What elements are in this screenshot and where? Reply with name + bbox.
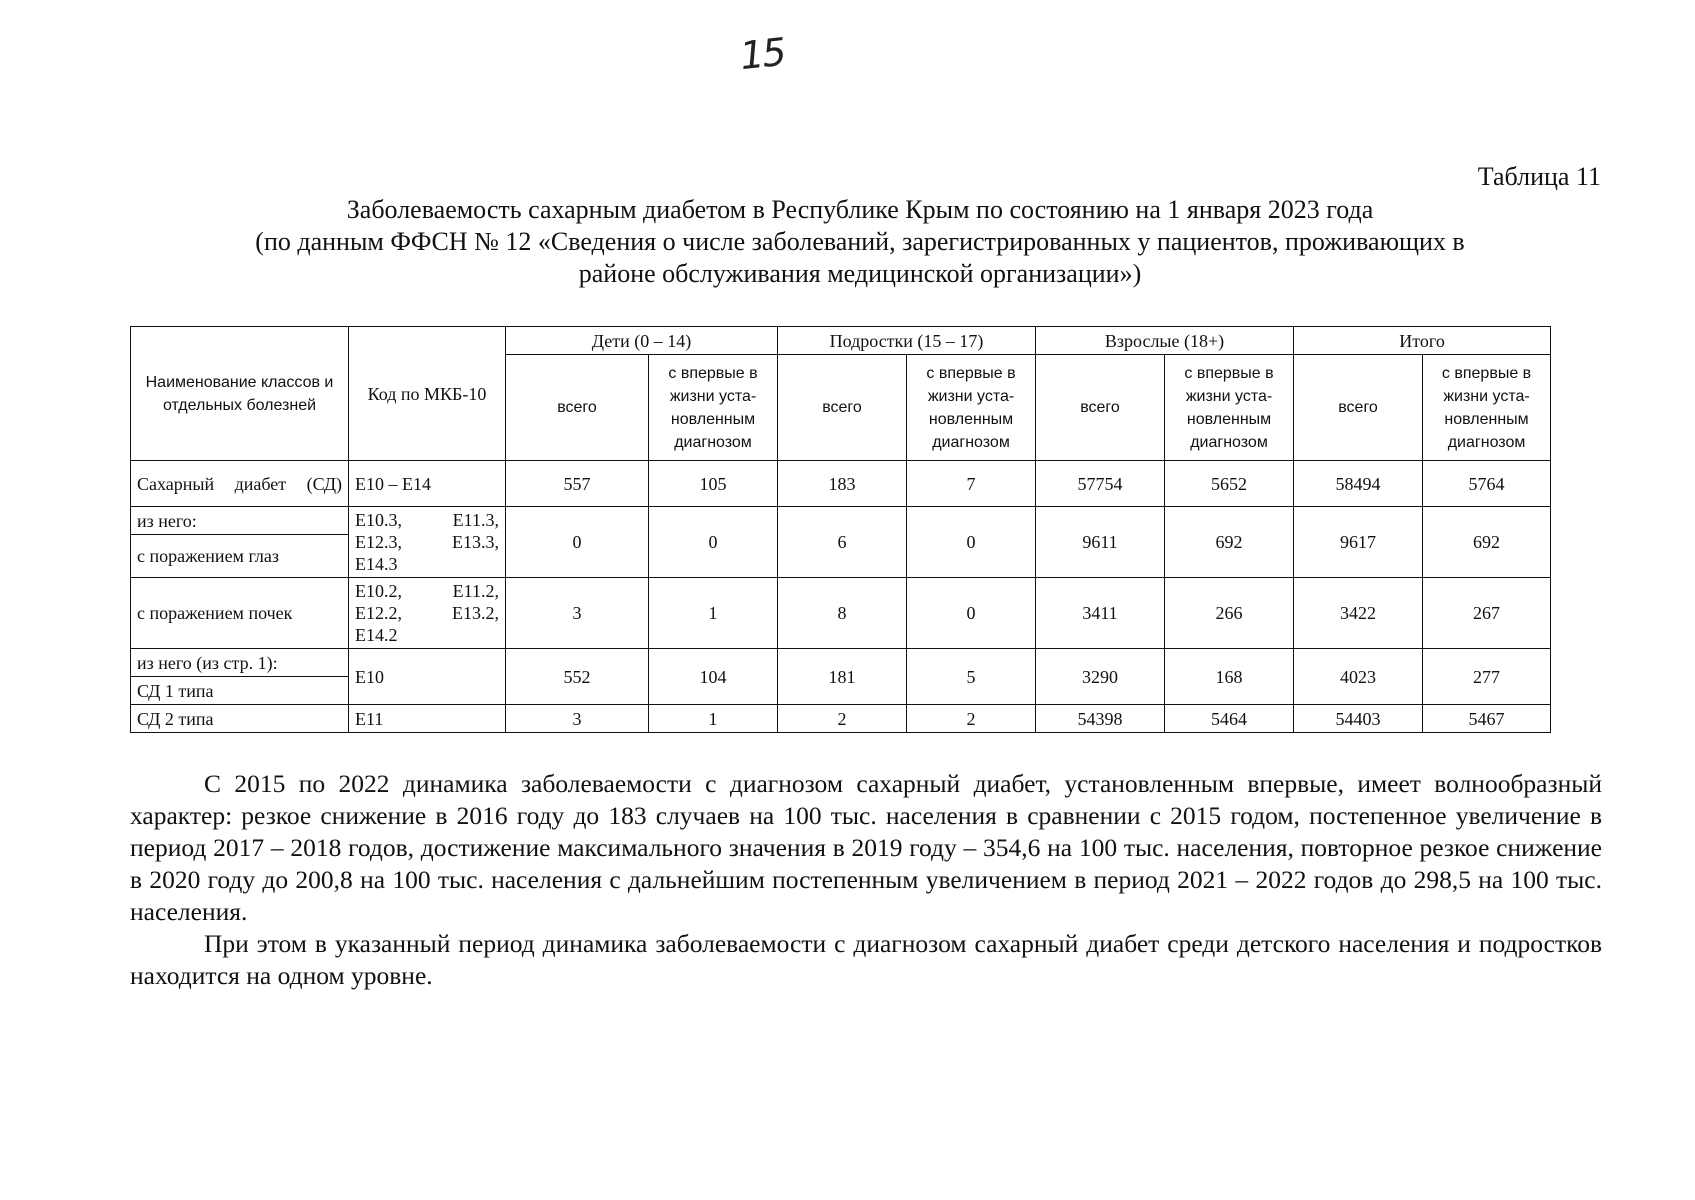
cell-value: 9611: [1036, 507, 1165, 578]
row-name: с поражением глаз: [131, 535, 349, 578]
header-group-adults: Взрослые (18+): [1036, 327, 1294, 355]
row-name: Сахарный диабет (СД): [131, 461, 349, 507]
table-row: [131, 578, 1551, 649]
cell-value: 58494: [1294, 461, 1423, 507]
cell-value: 0: [907, 507, 1036, 578]
cell-value: 1: [649, 705, 778, 733]
header-sub-new: с впервые в жизни уста-новленным диагнозом: [1165, 355, 1294, 461]
diabetes-incidence-table: [130, 326, 1551, 733]
cell-value: 105: [649, 461, 778, 507]
paragraph-children: [130, 928, 1602, 992]
cell-value: 0: [907, 578, 1036, 649]
table-row: [131, 649, 1551, 677]
header-sub-total: всего: [1036, 355, 1165, 461]
row-name-sub-heading: из него:: [131, 507, 349, 535]
header-sub-total: всего: [1294, 355, 1423, 461]
cell-value: 692: [1423, 507, 1551, 578]
header-group-total: Итого: [1294, 327, 1551, 355]
row-code: Е10.2, Е11.2, Е12.2, Е13.2, Е14.2: [349, 578, 506, 649]
row-name: с поражением почек: [131, 578, 349, 649]
table-row: [131, 507, 1551, 535]
cell-value: 552: [506, 649, 649, 705]
cell-value: 0: [506, 507, 649, 578]
cell-value: 5464: [1165, 705, 1294, 733]
cell-value: 266: [1165, 578, 1294, 649]
cell-value: 9617: [1294, 507, 1423, 578]
cell-value: 4023: [1294, 649, 1423, 705]
row-code: Е10 – Е14: [349, 461, 506, 507]
caption-line-3: районе обслуживания медицинской организации»): [578, 259, 1142, 288]
cell-value: 692: [1165, 507, 1294, 578]
cell-value: 5652: [1165, 461, 1294, 507]
cell-value: 5: [907, 649, 1036, 705]
header-sub-new: с впервые в жизни уста-новленным диагнозом: [907, 355, 1036, 461]
cell-value: 181: [778, 649, 907, 705]
header-group-children: Дети (0 – 14): [506, 327, 778, 355]
caption-line-2: (по данным ФФСН № 12 «Сведения о числе заболеваний, зарегистрированных у пациентов, проживающих в: [255, 227, 1465, 256]
cell-value: 3411: [1036, 578, 1165, 649]
cell-value: 104: [649, 649, 778, 705]
row-code: Е10.3, Е11.3, Е12.3, Е13.3, Е14.3: [349, 507, 506, 578]
table-label: Таблица 11: [1477, 162, 1601, 191]
cell-value: 54398: [1036, 705, 1165, 733]
cell-value: 3422: [1294, 578, 1423, 649]
row-code: Е10: [349, 649, 506, 705]
header-row-groups: [131, 327, 1551, 355]
paragraph-children-text: При этом в указанный период динамика заболеваемости с диагнозом сахарный диабет среди детского населения и подростков находится на одном уровне.: [130, 929, 1602, 990]
cell-value: 5764: [1423, 461, 1551, 507]
cell-value: 2: [907, 705, 1036, 733]
cell-value: 54403: [1294, 705, 1423, 733]
cell-value: 3290: [1036, 649, 1165, 705]
row-name: СД 1 типа: [131, 677, 349, 705]
header-group-teens: Подростки (15 – 17): [778, 327, 1036, 355]
cell-value: 8: [778, 578, 907, 649]
paragraph-dynamics-text: С 2015 по 2022 динамика заболеваемости с диагнозом сахарный диабет, установленным впервые, имеет волнообразный характер: резкое снижение в 2016 году до 183 случаев на 100 тыс. населения в сравнении с 2015 годом, постепенное увеличение в период 2017 – 2018 годов, достижение максимального значения в 2019 году – 354,6 на 100 тыс. населения, повторное резкое снижение в 2020 году до 200,8 на 100 тыс. населения с дальнейшим постепенным увеличением в период 2021 – 2022 годов до 298,5 на 100 тыс. населения.: [130, 769, 1602, 926]
cell-value: 183: [778, 461, 907, 507]
header-name-col: Наименование классов и отдельных болезней: [131, 327, 349, 461]
cell-value: 267: [1423, 578, 1551, 649]
cell-value: 168: [1165, 649, 1294, 705]
header-code-col: Код по МКБ-10: [349, 327, 506, 461]
table-caption: [150, 194, 1570, 290]
cell-value: 7: [907, 461, 1036, 507]
table-row: [131, 705, 1551, 733]
cell-value: 0: [649, 507, 778, 578]
cell-value: 5467: [1423, 705, 1551, 733]
cell-value: 3: [506, 578, 649, 649]
cell-value: 557: [506, 461, 649, 507]
cell-value: 2: [778, 705, 907, 733]
row-name-sub-heading: из него (из стр. 1):: [131, 649, 349, 677]
paragraph-dynamics: [130, 768, 1602, 928]
table-row: [131, 461, 1551, 507]
caption-line-1: Заболеваемость сахарным диабетом в Республике Крым по состоянию на 1 января 2023 года: [346, 195, 1374, 224]
row-name: СД 2 типа: [131, 705, 349, 733]
header-sub-new: с впервые в жизни уста-новленным диагнозом: [1423, 355, 1551, 461]
cell-value: 277: [1423, 649, 1551, 705]
cell-value: 6: [778, 507, 907, 578]
header-sub-new: с впервые в жизни уста-новленным диагнозом: [649, 355, 778, 461]
cell-value: 3: [506, 705, 649, 733]
header-sub-total: всего: [778, 355, 907, 461]
header-sub-total: всего: [506, 355, 649, 461]
row-code: Е11: [349, 705, 506, 733]
cell-value: 57754: [1036, 461, 1165, 507]
cell-value: 1: [649, 578, 778, 649]
handwritten-page-number: 15: [737, 29, 787, 79]
